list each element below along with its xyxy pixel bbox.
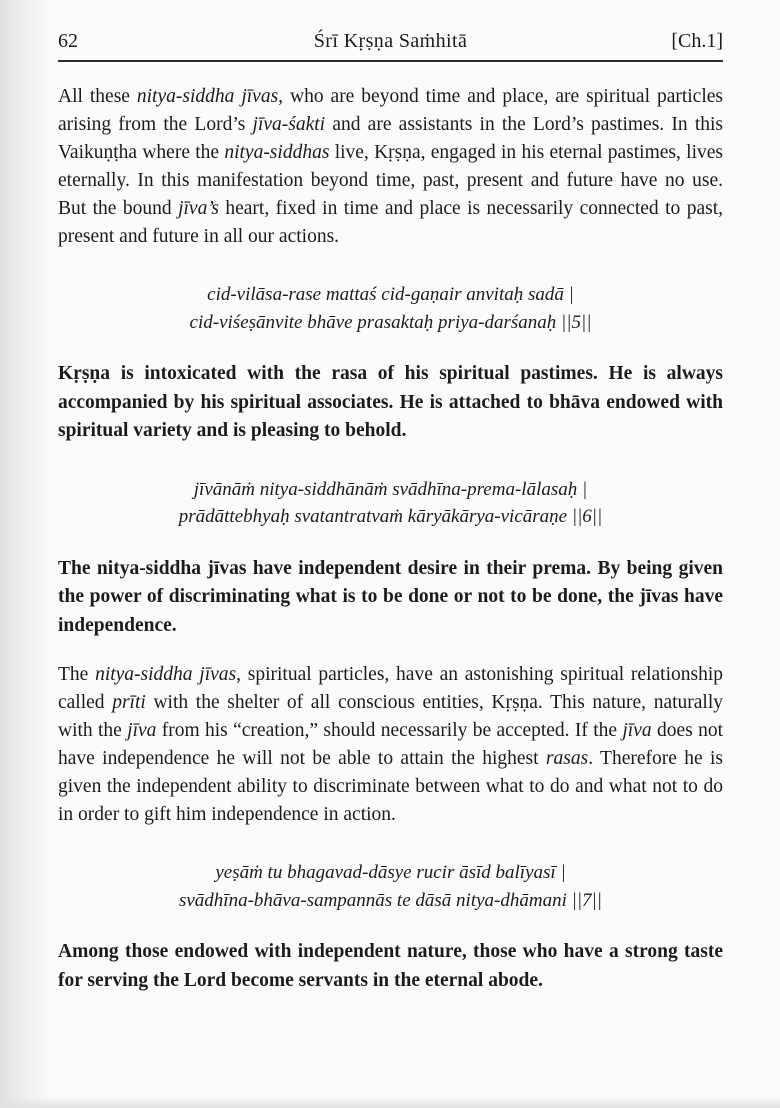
text-run: . Therefore he is given the independent ability to discriminate between what to do and what not to do in order to gift him independence in action.: [58, 748, 723, 825]
page-body: [58, 83, 723, 995]
italic-term: jīva: [622, 720, 652, 741]
text-run: Among those endowed with independent nature, those who have a strong taste for serving the Lord become servants in the eternal abode.: [58, 941, 723, 991]
text-run: The nitya-siddha jīvas have independent desire in their prema. By being given the power of discriminating what is to be done or not to be done, the jīvas have independence.: [58, 557, 723, 636]
verse-line: jīvānāṁ nitya-siddhānāṁ svādhīna-prema-lālasaḥ |: [193, 478, 588, 500]
running-title: Śrī Kṛṣṇa Saṁhitā: [313, 30, 468, 52]
chapter-label: [Ch.1]: [671, 30, 723, 52]
translation-paragraph: [58, 938, 723, 995]
page-edge-shadow-bottom: [0, 1096, 780, 1108]
translation-paragraph: [58, 555, 723, 641]
text-run: with the shelter of all conscious entities, Kṛṣṇa. This nature, naturally with the: [58, 692, 723, 741]
text-run: , spiritual particles, have an astonishing spiritual relationship called: [58, 664, 723, 713]
italic-term: nitya-siddha jīvas: [95, 664, 237, 685]
text-run: Kṛṣṇa is intoxicated with the rasa of his spiritual pastimes. He is always accompanied by his spiritual associates. He is attached to bhāva endowed with spiritual variety and is pleasing to behold.: [58, 363, 723, 441]
italic-term: prīti: [112, 692, 146, 713]
verse-line: cid-viśeṣānvite bhāve prasaktaḥ priya-darśanaḥ ||5||: [189, 311, 592, 333]
italic-term: jīva: [127, 720, 157, 741]
italic-term: rasas: [545, 748, 589, 769]
commentary-paragraph: [58, 83, 723, 251]
italic-term: jīva-śakti: [252, 114, 326, 135]
text-run: All these: [58, 86, 137, 107]
text-run: live, Kṛṣṇa, engaged in his eternal pastimes, lives eternally. In this manifestation beyond time, past, present and future have no use. But the bound: [58, 142, 723, 219]
verse-line: cid-vilāsa-rase mattaś cid-gaṇair anvitaḥ sadā |: [207, 284, 574, 305]
text-run: does not have independence he will not be able to attain the highest: [58, 720, 723, 769]
sanskrit-verse: [58, 476, 723, 531]
text-run: and are assistants in the Lord’s pastimes. In this Vaikuṇṭha where the: [58, 114, 723, 163]
sanskrit-verse: [58, 281, 723, 336]
text-run: , who are beyond time and place, are spiritual particles arising from the Lord’s: [58, 86, 723, 135]
page-header: [58, 30, 723, 62]
commentary-paragraph: [58, 661, 723, 829]
page-number: 62: [58, 30, 78, 52]
translation-paragraph: [58, 360, 723, 446]
verse-line: svādhīna-bhāva-sampannās te dāsā nitya-dhāmani ||7||: [178, 889, 603, 911]
text-run: The: [58, 664, 96, 685]
italic-term: nitya-siddhas: [224, 142, 330, 163]
italic-term: nitya-siddha jīvas: [136, 86, 279, 107]
sanskrit-verse: [58, 859, 723, 914]
text-run: from his “creation,” should necessarily be accepted. If the: [156, 720, 623, 741]
verse-line: yeṣāṁ tu bhagavad-dāsye rucir āsīd balīyasī |: [215, 862, 566, 883]
italic-term: jīva’s: [178, 198, 219, 219]
text-run: heart, fixed in time and place is necessarily connected to past, present and future in all our actions.: [58, 198, 723, 247]
verse-line: prādāttebhyaḥ svatantratvaṁ kāryākārya-vicāraṇe ||6||: [178, 506, 603, 527]
